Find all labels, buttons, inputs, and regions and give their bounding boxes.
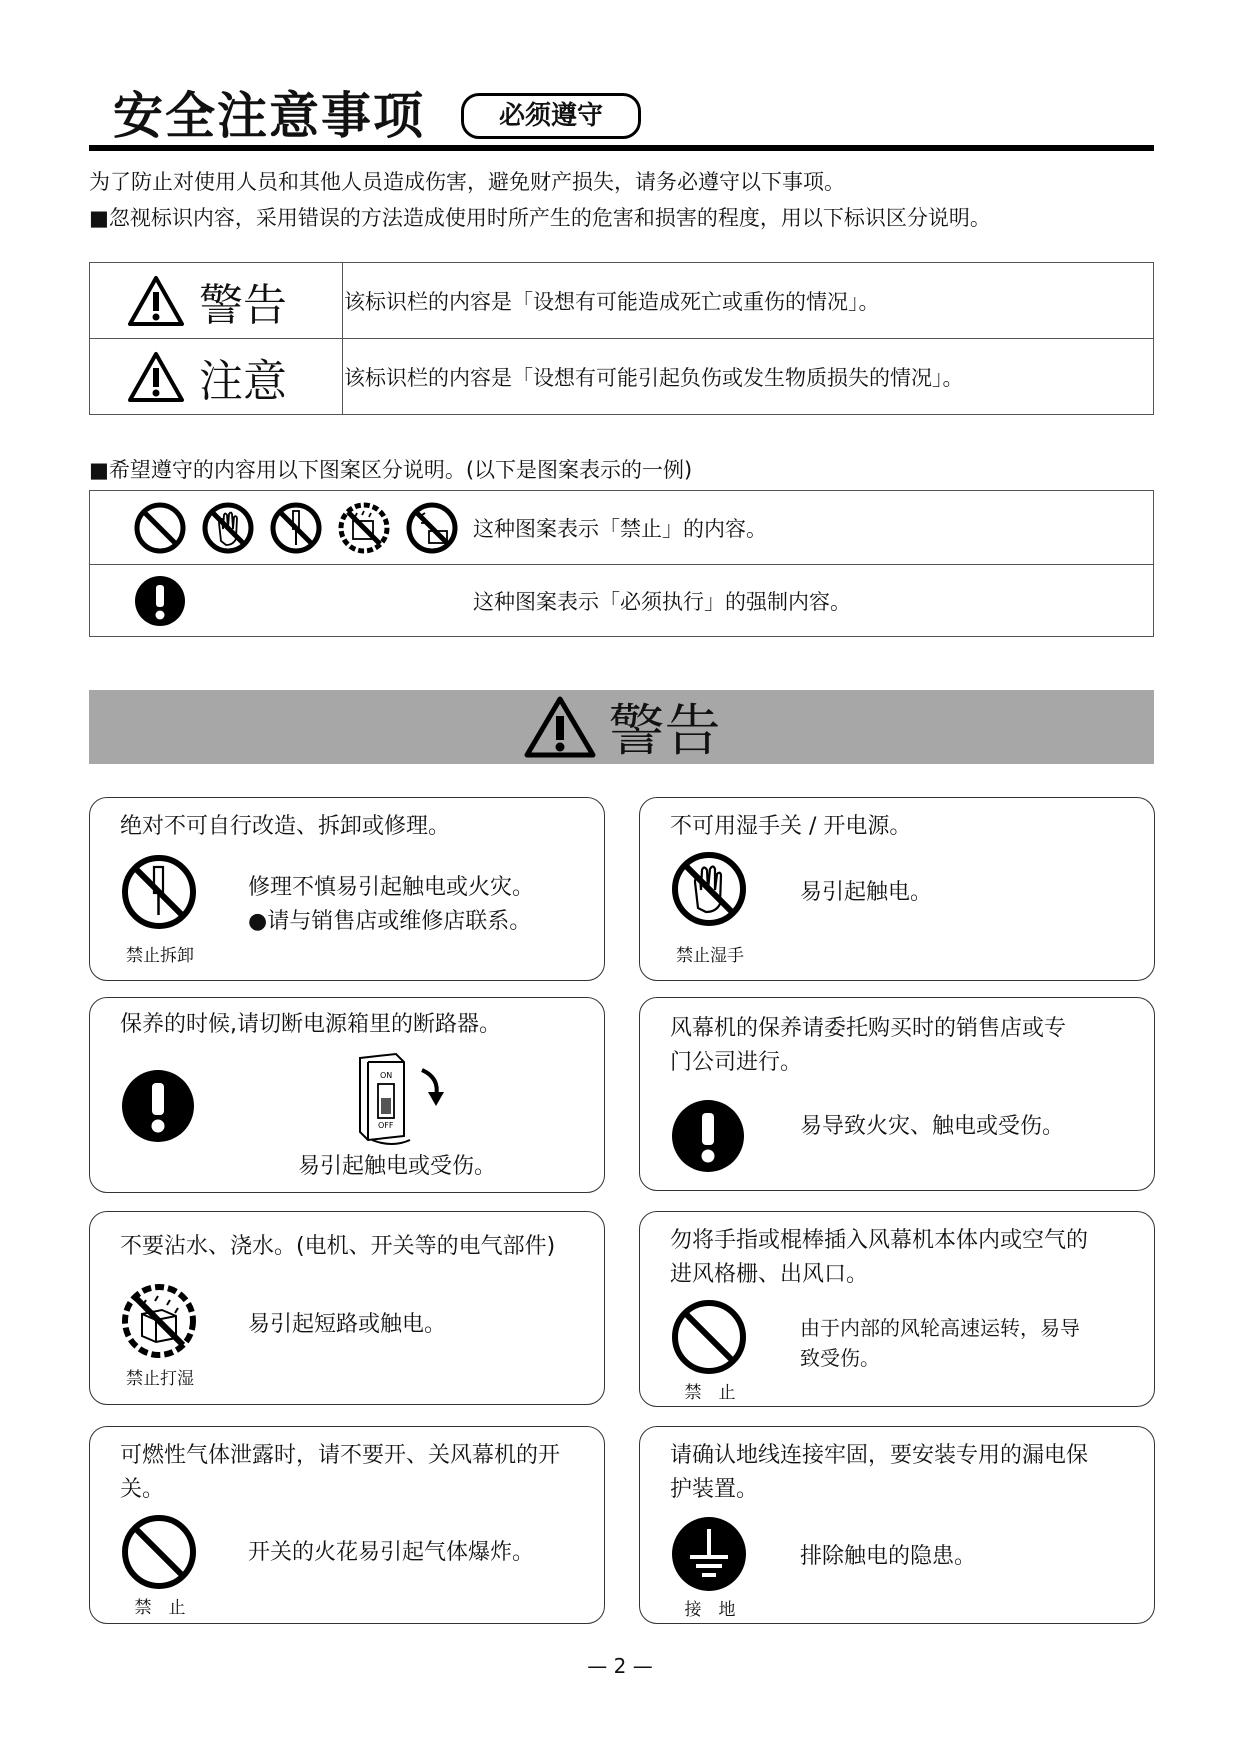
card-no-disassembly	[89, 797, 605, 981]
banner-label: 警告	[608, 699, 721, 764]
must-follow-badge: 必须遵守	[461, 93, 641, 139]
card-text-2: ●请与销售店或维修店联系。	[248, 909, 532, 934]
symbols-table	[89, 490, 1154, 637]
card-title-1: 请确认地线连接牢固，要安装专用的漏电保	[670, 1443, 1089, 1468]
card-no-wet-hands	[639, 797, 1155, 981]
card-title-2: 护装置。	[670, 1477, 759, 1502]
symbols-row-mandatory	[90, 565, 1154, 637]
severity-table	[89, 262, 1154, 415]
switch-off-label: OFF	[378, 1121, 394, 1130]
warning-label: 警告	[199, 279, 287, 331]
card-title-1: 风幕机的保养请委托购买时的销售店或专	[670, 1016, 1067, 1041]
prohibit-icon	[670, 1298, 748, 1376]
card-title: 绝对不可自行改造、拆卸或修理。	[120, 814, 451, 839]
card-text-1: 易引起触电。	[800, 880, 933, 905]
caution-desc: 该标识栏的内容是「设想有可能引起负伤或发生物质损失的情况」。	[344, 365, 964, 390]
card-cut-breaker	[89, 997, 605, 1193]
card-title-1: 勿将手指或棍棒插入风幕机本体内或空气的	[670, 1228, 1089, 1253]
banner-warning-icon	[523, 695, 597, 759]
card-service-by-dealer	[639, 997, 1155, 1191]
card-no-insert-fingers	[639, 1211, 1155, 1407]
card-title-2: 进风格栅、出风口。	[670, 1262, 869, 1287]
warning-desc: 该标识栏的内容是「设想有可能造成死亡或重伤的情况」。	[344, 289, 880, 314]
card-title: 不要沾水、浇水。(电机、开关等的电气部件)	[120, 1234, 556, 1259]
caution-label: 注意	[199, 355, 287, 407]
warning-banner	[89, 690, 1154, 764]
intro-line-2: ■忽视标识内容，采用错误的方法造成使用时所产生的危害和损害的程度，用以下标识区分说明。	[89, 206, 991, 230]
switch-on-label: ON	[380, 1071, 393, 1080]
no-splash-icon	[120, 1282, 198, 1360]
card-text-1: 易引起触电或受伤。	[298, 1154, 497, 1179]
card-title-1: 可燃性气体泄露时，请不要开、关风幕机的开	[120, 1443, 561, 1468]
card-caption: 禁 止	[134, 1598, 186, 1618]
no-water-spray-icon	[405, 501, 459, 555]
no-wet-hands-icon	[670, 850, 748, 928]
warning-triangle-icon	[127, 275, 185, 327]
card-text-1: 排除触电的隐患。	[800, 1544, 977, 1569]
card-title-2: 关。	[120, 1477, 165, 1502]
severity-row-warning	[90, 263, 1154, 339]
card-text-1: 易导致火灾、触电或受伤。	[800, 1114, 1065, 1139]
page-title: 安全注意事项	[113, 87, 425, 145]
card-text-1: 由于内部的风轮高速运转，易导	[800, 1316, 1080, 1340]
card-text-1: 开关的火花易引起气体爆炸。	[248, 1540, 535, 1565]
symbols-row-prohibit	[90, 491, 1154, 565]
mandatory-icon	[670, 1098, 746, 1174]
ground-icon	[670, 1515, 748, 1593]
mandatory-icon	[120, 1068, 196, 1144]
card-caption: 禁止湿手	[676, 946, 744, 966]
card-no-water	[89, 1211, 605, 1405]
prohibit-icon	[120, 1513, 198, 1591]
card-text-1: 易引起短路或触电。	[248, 1312, 447, 1337]
card-caption: 禁止打湿	[126, 1369, 194, 1389]
intro-line-1: 为了防止对使用人员和其他人员造成伤害，避免财产损失，请务必遵守以下事项。	[89, 170, 845, 194]
card-title-2: 门公司进行。	[670, 1050, 803, 1075]
mandatory-icon	[133, 574, 471, 628]
no-disassembly-icon	[120, 853, 198, 931]
prohibit-desc: 这种图案表示「禁止」的内容。	[473, 516, 767, 541]
card-flammable-gas	[89, 1426, 605, 1624]
card-grounding	[639, 1426, 1155, 1624]
page-number: — 2 —	[587, 1654, 653, 1678]
severity-row-caution	[90, 339, 1154, 415]
title-rule	[89, 145, 1154, 151]
card-text-2: 致受伤。	[800, 1346, 880, 1370]
card-title: 保养的时候,请切断电源箱里的断路器。	[120, 1012, 501, 1037]
no-disassembly-icon	[269, 501, 323, 555]
caution-triangle-icon	[127, 351, 185, 403]
card-caption: 禁 止	[684, 1383, 736, 1403]
card-text-1: 修理不慎易引起触电或火灾。	[248, 875, 535, 900]
card-title: 不可用湿手关 / 开电源。	[670, 814, 912, 839]
breaker-switch-icon	[352, 1048, 462, 1148]
no-splash-icon	[337, 501, 391, 555]
symbols-intro: ■希望遵守的内容用以下图案区分说明。(以下是图案表示的一例)	[89, 458, 693, 482]
mandatory-desc: 这种图案表示「必须执行」的强制内容。	[473, 589, 851, 614]
card-caption: 接 地	[684, 1600, 736, 1620]
card-caption: 禁止拆卸	[126, 946, 194, 966]
no-wet-hands-icon	[201, 501, 255, 555]
prohibit-icon	[133, 501, 187, 555]
